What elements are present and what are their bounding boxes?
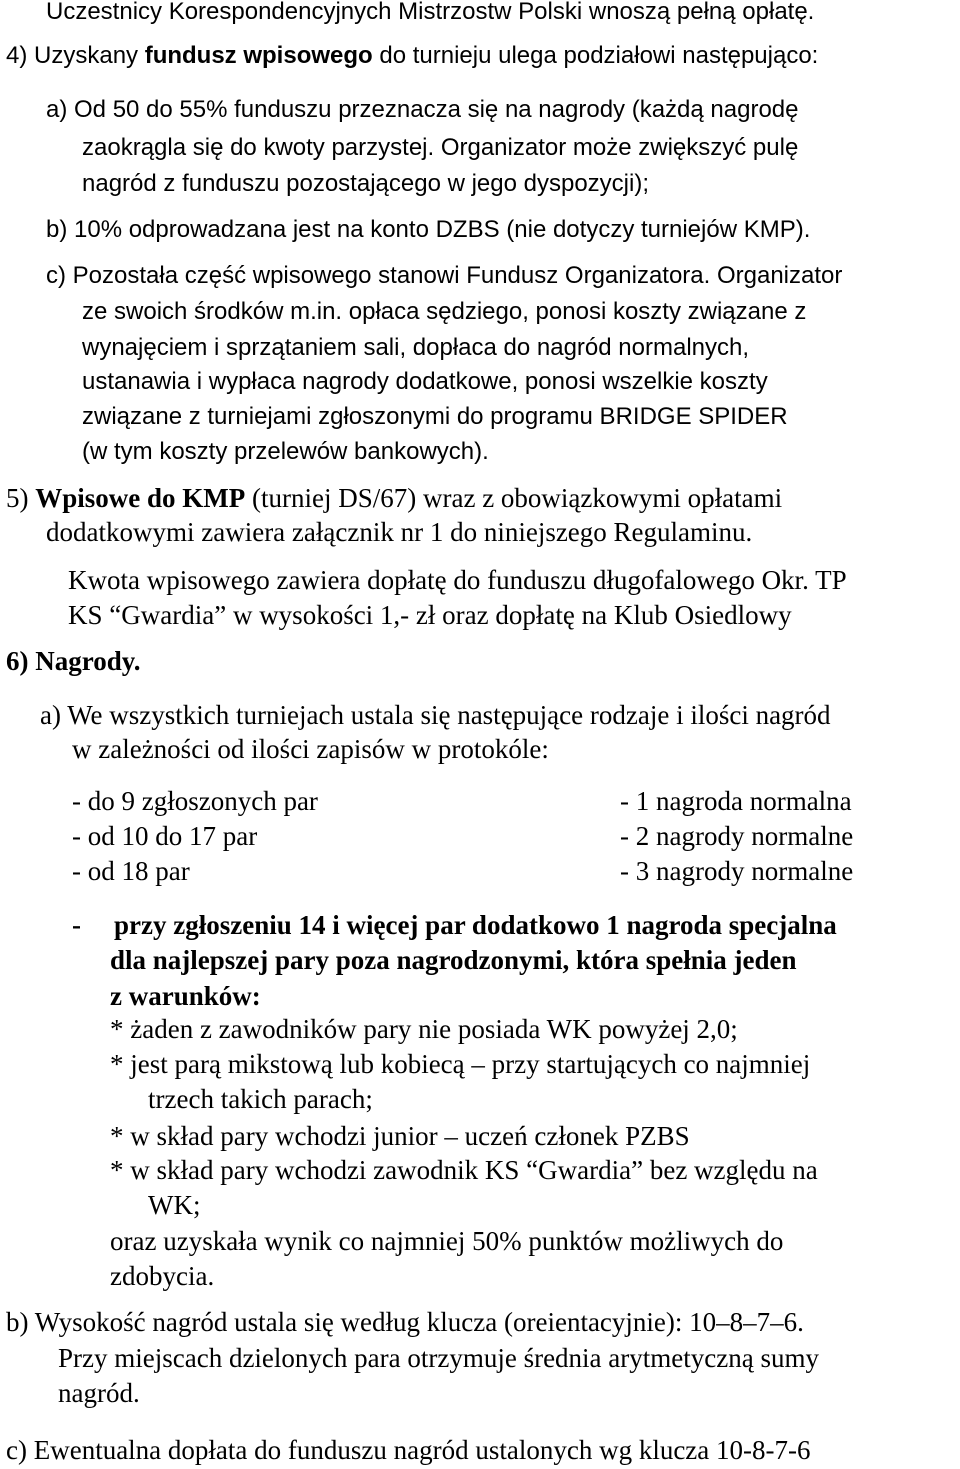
table-cell-left: - do 9 zgłoszonych par (72, 786, 318, 816)
section-a-line-3: nagród z funduszu pozostającego w jego dyspozycji); (82, 170, 649, 197)
condition-2-line-2: trzech takich parach; (148, 1084, 373, 1114)
point-4-prefix: 4) Uzyskany (6, 42, 145, 69)
condition-3: * w skład pary wchodzi junior – uczeń członek PZBS (110, 1121, 690, 1151)
point-5-bold: Wpisowe do KMP (35, 483, 246, 513)
point-5-rest: (turniej DS/67) wraz z obowiązkowymi opłatami (245, 483, 783, 513)
section-a-line-1: a) Od 50 do 55% funduszu przeznacza się na nagrody (każdą nagrodę (46, 96, 799, 123)
table-cell-right: - 3 nagrody normalne (620, 856, 854, 886)
section-a-line-2: zaokrągla się do kwoty parzystej. Organizator może zwiększyć pulę (82, 134, 799, 161)
special-prize-line-2: dla najlepszej pary poza nagrodzonymi, która spełnia jeden (110, 945, 797, 975)
section-6b-line-2: Przy miejscach dzielonych para otrzymuje średnia arytmetyczną sumy (58, 1343, 819, 1373)
section-c-line-5: związane z turniejami zgłoszonymi do programu BRIDGE SPIDER (82, 403, 788, 430)
section-c-line-6: (w tym koszty przelewów bankowych). (82, 438, 489, 465)
point-5-line-4: KS “Gwardia” w wysokości 1,- zł oraz dopłatę na Klub Osiedlowy (68, 600, 792, 630)
section-c-line-1: c) Pozostała część wpisowego stanowi Fundusz Organizatora. Organizator (46, 262, 843, 289)
section-c-line-2: ze swoich środków m.in. opłaca sędziego, ponosi koszty związane z (82, 298, 807, 325)
point-5-line-2: dodatkowymi zawiera załącznik nr 1 do niniejszego Regulaminu. (46, 517, 753, 547)
condition-2-line-1: * jest parą mikstową lub kobiecą – przy startujących co najmniej (110, 1049, 811, 1079)
point-4-suffix: do turnieju ulega podziałowi następująco: (372, 42, 819, 69)
point-5-line-1 (6, 485, 782, 512)
table-cell-left: - od 10 do 17 par (72, 821, 258, 851)
section-6-heading: 6) Nagrody. (6, 646, 141, 676)
point-5-prefix: 5) (6, 483, 36, 513)
table-cell-left: - od 18 par (72, 856, 190, 886)
result-condition-line-2: zdobycia. (110, 1261, 215, 1291)
condition-1: * żaden z zawodników pary nie posiada WK powyżej 2,0; (110, 1014, 738, 1044)
section-c-line-3: wynajęciem i sprzątaniem sali, dopłaca do nagród normalnych, (82, 334, 750, 361)
special-prize-dash: - (72, 910, 81, 940)
special-prize-line-3: z warunków: (110, 981, 261, 1011)
table-cell-right: - 2 nagrody normalne (620, 821, 854, 851)
section-6a-line-2: w zależności od ilości zapisów w protokóle: (72, 734, 549, 764)
section-6b-line-3: nagród. (58, 1378, 140, 1408)
condition-4-line-1: * w skład pary wchodzi zawodnik KS “Gwardia” bez względu na (110, 1155, 818, 1185)
point-5-line-3: Kwota wpisowego zawiera dopłatę do funduszu długofalowego Okr. TP (68, 565, 847, 595)
result-condition-line-1: oraz uzyskała wynik co najmniej 50% punktów możliwych do (110, 1226, 784, 1256)
condition-4-line-2: WK; (148, 1190, 201, 1220)
point-4-bold: fundusz wpisowego (144, 42, 373, 69)
section-c-line-4: ustanawia i wypłaca nagrody dodatkowe, ponosi wszelkie koszty (82, 368, 768, 395)
section-6a-line-1: a) We wszystkich turniejach ustala się następujące rodzaje i ilości nagród (40, 700, 831, 730)
section-6c-line-1: c) Ewentualna dopłata do funduszu nagród ustalonych wg klucza 10-8-7-6 (6, 1435, 811, 1465)
special-prize-line-1: przy zgłoszeniu 14 i więcej par dodatkowo 1 nagroda specjalna (114, 910, 837, 940)
table-cell-right: - 1 nagroda normalna (620, 786, 852, 816)
section-b-line-1: b) 10% odprowadzana jest na konto DZBS (nie dotyczy turniejów KMP). (46, 216, 811, 243)
section-6b-line-1: b) Wysokość nagród ustala się według klucza (oreientacyjnie): 10–8–7–6. (6, 1307, 804, 1337)
point-4-line (6, 44, 818, 68)
intro-line: Uczestnicy Korespondencyjnych Mistrzostw Polski wnoszą pełną opłatę. (46, 0, 815, 25)
